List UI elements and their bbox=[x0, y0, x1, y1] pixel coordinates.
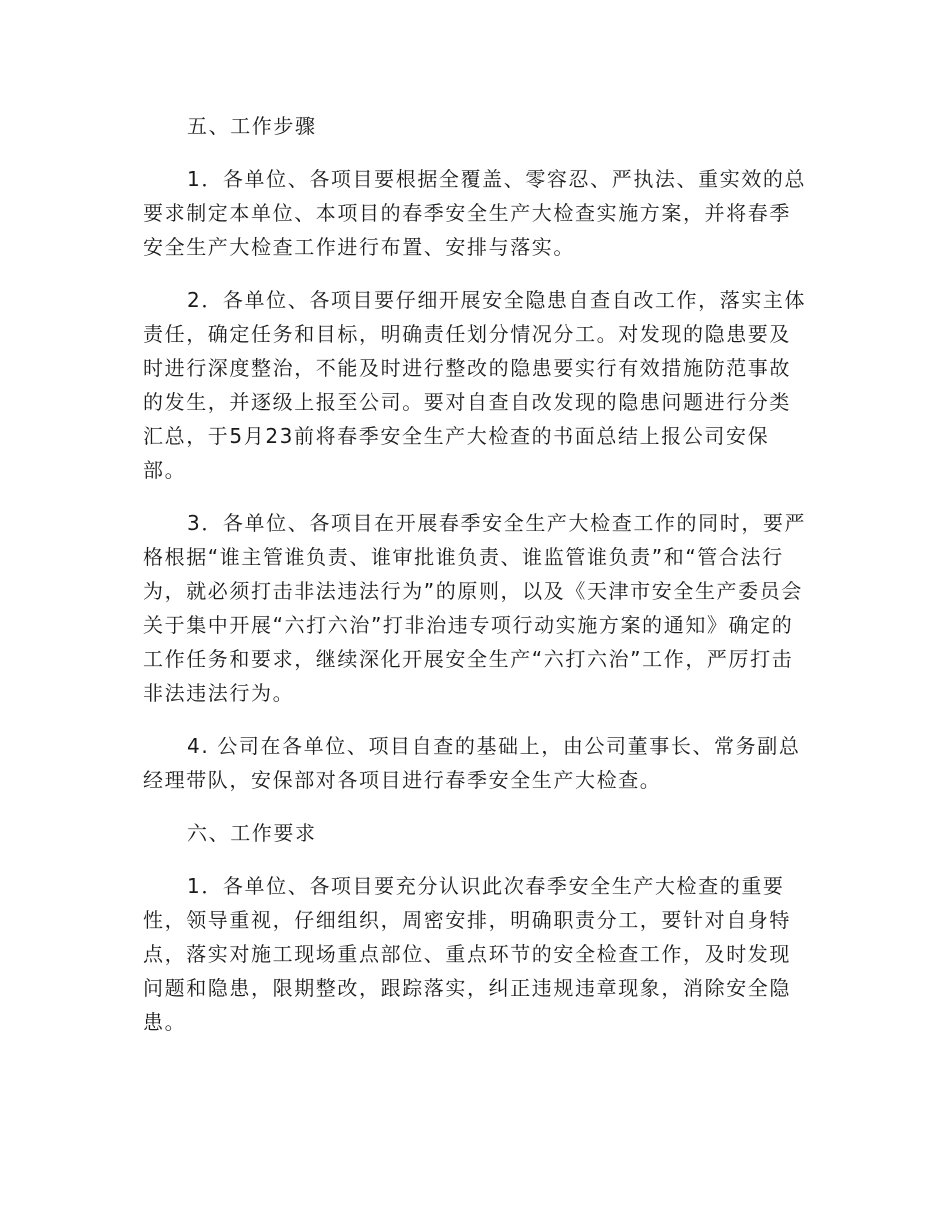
section-5-paragraph-1: 1．各单位、各项目要根据全覆盖、零容忍、严执法、重实效的总要求制定本单位、本项目的春季安全生产大检查实施方案，并将春季安全生产大检查工作进行布置、安排与落实。 bbox=[143, 167, 807, 259]
section-6-paragraph-1: 1．各单位、各项目要充分认识此次春季安全生产大检查的重要性，领导重视，仔细组织，周密安排，明确职责分工，要针对自身特点，落实对施工现场重点部位、重点环节的安全检查工作，及时发现问题和隐患，限期整改，跟踪落实，纠正违规违章现象，消除安全隐患。 bbox=[143, 874, 791, 1034]
section-5-heading: 五、工作步骤 bbox=[187, 114, 317, 138]
section-5-paragraph-2: 2．各单位、各项目要仔细开展安全隐患自查自改工作，落实主体责任，确定任务和目标，明确责任划分情况分工。对发现的隐患要及时进行深度整治，不能及时进行整改的隐患要实行有效措施防范事故的发生，并逐级上报至公司。要对自查自改发现的隐患问题进行分类汇总，于5月23前将春季安全生产大检查的书面总结上报公司安保部。 bbox=[143, 288, 807, 482]
document-body bbox=[143, 109, 807, 1039]
section-5-paragraph-4: 4. 公司在各单位、项目自查的基础上，由公司董事长、常务副总经理带队，安保部对各项目进行春季安全生产大检查。 bbox=[143, 734, 801, 792]
section-5-paragraph-3: 3．各单位、各项目在开展春季安全生产大检查工作的同时，要严格根据“谁主管谁负责、谁审批谁负责、谁监管谁负责”和“管合法行为，就必须打击非法违法行为”的原则，以及《天津市安全生产委员会关于集中开展“六打六治”打非治违专项行动实施方案的通知》确定的工作任务和要求，继续深化开展安全生产“六打六治”工作，严厉打击非法违法行为。 bbox=[143, 511, 807, 705]
section-6-heading: 六、工作要求 bbox=[187, 821, 317, 845]
